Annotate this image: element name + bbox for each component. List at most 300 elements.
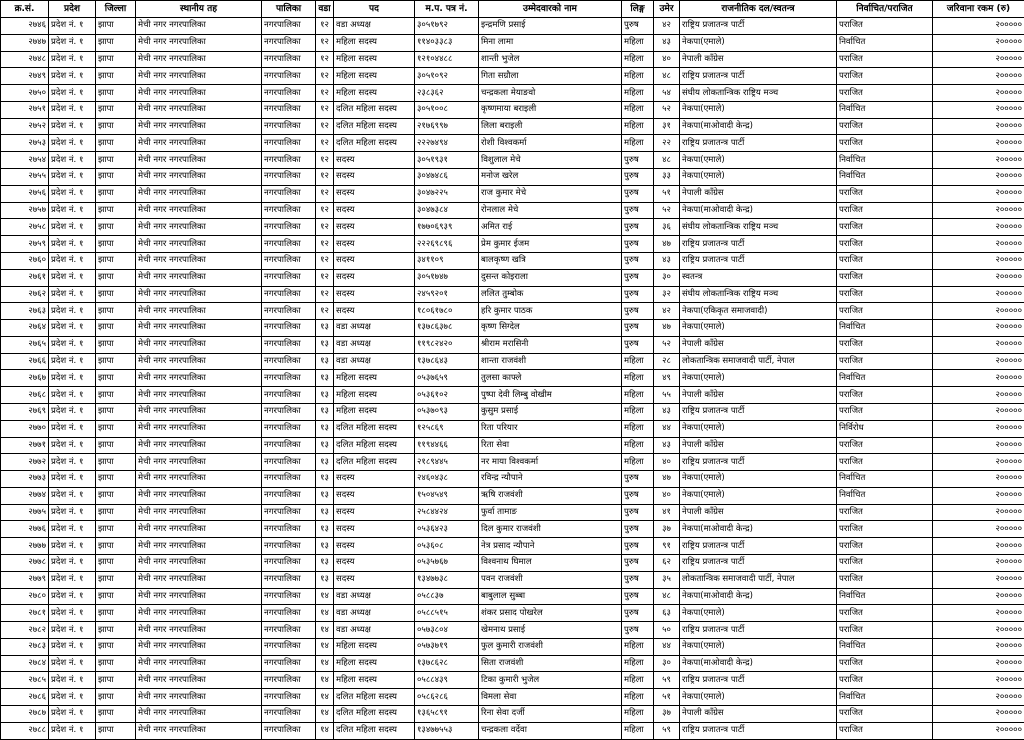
cell-age: ४३ [654,252,680,269]
cell-district: झापा [96,236,136,253]
cell-ward: १४ [316,605,334,622]
cell-gender: महिला [622,454,654,471]
cell-fine: २००००० [933,638,1024,655]
cell-ward: १४ [316,655,334,672]
cell-result: पराजित [837,353,933,370]
cell-candidate-name: कुसुम प्रसाई [479,403,622,420]
cell-province: प्रदेश नं. १ [49,118,96,135]
col-nomination-no: म.प. पत्र नं. [415,1,479,18]
cell-result: पराजित [837,538,933,555]
cell-candidate-name: रिता सेवा [479,437,622,454]
cell-ward: १२ [316,135,334,152]
cell-party: नेकपा(एमाले) [680,689,837,706]
col-gender: लिङ्ग [622,1,654,18]
cell-party: नेपाली काँग्रेस [680,387,837,404]
cell-fine: २००००० [933,252,1024,269]
cell-serial: २७७३ [1,471,49,488]
cell-province: प्रदेश नं. १ [49,403,96,420]
cell-district: झापा [96,370,136,387]
cell-district: झापा [96,471,136,488]
cell-party: राष्ट्रिय प्रजातन्त्र पार्टी [680,672,837,689]
cell-nomination-no: ०५३६४२३ [415,521,479,538]
cell-province: प्रदेश नं. १ [49,504,96,521]
cell-nomination-no: ३४११०९ [415,252,479,269]
cell-candidate-name: खेमनाथ प्रसाई [479,622,622,639]
cell-serial: २७८० [1,588,49,605]
cell-fine: २००००० [933,722,1024,739]
cell-serial: २७८५ [1,672,49,689]
cell-serial: २७७६ [1,521,49,538]
col-fine: जरिवाना रकम (रु) [933,1,1024,18]
cell-district: झापा [96,521,136,538]
cell-district: झापा [96,34,136,51]
cell-result: पराजित [837,655,933,672]
cell-serial: २७५४ [1,152,49,169]
col-local-level: स्थानीय तह [136,1,262,18]
cell-province: प्रदेश नं. १ [49,85,96,102]
cell-fine: २००००० [933,504,1024,521]
cell-result: पराजित [837,85,933,102]
cell-party: नेकपा(एमाले) [680,320,837,337]
cell-gender: पुरुष [622,169,654,186]
cell-post: वडा अध्यक्ष [334,605,415,622]
cell-gender: महिला [622,101,654,118]
cell-party: राष्ट्रिय प्रजातन्त्र पार्टी [680,722,837,739]
cell-result: पराजित [837,286,933,303]
cell-age: ४० [654,51,680,68]
cell-gender: महिला [622,118,654,135]
cell-province: प्रदेश नं. १ [49,538,96,555]
cell-fine: २००००० [933,135,1024,152]
cell-party: नेपाली काँग्रेस [680,51,837,68]
cell-gender: महिला [622,437,654,454]
cell-age: ५१ [654,185,680,202]
cell-party: संघीय लोकतान्त्रिक राष्ट्रिय मञ्च [680,85,837,102]
cell-post: महिला सदस्य [334,387,415,404]
table-row [1,303,1024,320]
cell-candidate-name: टिका कुमारी भुजेल [479,672,622,689]
cell-gender: पुरुष [622,571,654,588]
cell-nomination-no: २४६०४३८ [415,471,479,488]
cell-post: सदस्य [334,504,415,521]
cell-district: झापा [96,85,136,102]
cell-district: झापा [96,152,136,169]
cell-district: झापा [96,387,136,404]
cell-party: नेपाली काँग्रेस [680,336,837,353]
cell-ward: १३ [316,504,334,521]
cell-province: प्रदेश नं. १ [49,689,96,706]
cell-local-level: मेची नगर नगरपालिका [136,336,262,353]
cell-post: सदस्य [334,185,415,202]
cell-fine: २००००० [933,370,1024,387]
cell-party: नेकपा(एमाले) [680,605,837,622]
cell-serial: २७५७ [1,202,49,219]
cell-post: महिला सदस्य [334,655,415,672]
cell-post: दलित महिला सदस्य [334,101,415,118]
cell-municipality-type: नगरपालिका [262,471,316,488]
cell-party: नेकपा(एमाले) [680,152,837,169]
cell-age: ३७ [654,706,680,723]
cell-nomination-no: ०५७३७१९ [415,638,479,655]
cell-candidate-name: पवन राजवंशी [479,571,622,588]
cell-district: झापा [96,638,136,655]
table-row [1,236,1024,253]
cell-gender: महिला [622,706,654,723]
cell-party: लोकतान्त्रिक समाजवादी पार्टी, नेपाल [680,571,837,588]
cell-ward: १२ [316,252,334,269]
cell-ward: १३ [316,320,334,337]
cell-result: पराजित [837,202,933,219]
cell-post: वडा अध्यक्ष [334,588,415,605]
cell-district: झापा [96,504,136,521]
cell-local-level: मेची नगर नगरपालिका [136,571,262,588]
table-row [1,68,1024,85]
cell-fine: २००००० [933,689,1024,706]
table-row [1,420,1024,437]
cell-province: प्रदेश नं. १ [49,101,96,118]
cell-province: प्रदेश नं. १ [49,387,96,404]
cell-candidate-name: प्रेम कुमार ईजम [479,236,622,253]
table-row [1,135,1024,152]
cell-local-level: मेची नगर नगरपालिका [136,672,262,689]
table-row [1,269,1024,286]
table-row [1,387,1024,404]
cell-result: निर्वाचित [837,588,933,605]
cell-serial: २७७४ [1,487,49,504]
cell-district: झापा [96,252,136,269]
cell-post: सदस्य [334,286,415,303]
cell-gender: पुरुष [622,236,654,253]
cell-municipality-type: नगरपालिका [262,387,316,404]
cell-fine: २००००० [933,588,1024,605]
cell-local-level: मेची नगर नगरपालिका [136,269,262,286]
cell-local-level: मेची नगर नगरपालिका [136,555,262,572]
cell-district: झापा [96,219,136,236]
cell-candidate-name: फुल कुमारी राजवंशी [479,638,622,655]
cell-fine: २००००० [933,85,1024,102]
cell-province: प्रदेश नं. १ [49,18,96,35]
cell-local-level: मेची नगर नगरपालिका [136,185,262,202]
cell-post: महिला सदस्य [334,370,415,387]
cell-province: प्रदेश नं. १ [49,471,96,488]
cell-party: राष्ट्रिय प्रजातन्त्र पार्टी [680,622,837,639]
cell-fine: २००००० [933,101,1024,118]
cell-province: प्रदेश नं. १ [49,236,96,253]
cell-district: झापा [96,101,136,118]
cell-nomination-no: २२२६९८९६ [415,236,479,253]
cell-local-level: मेची नगर नगरपालिका [136,437,262,454]
col-age: उमेर [654,1,680,18]
cell-municipality-type: नगरपालिका [262,353,316,370]
cell-gender: महिला [622,403,654,420]
cell-province: प्रदेश नं. १ [49,706,96,723]
cell-result: पराजित [837,571,933,588]
cell-local-level: मेची नगर नगरपालिका [136,471,262,488]
cell-ward: १२ [316,18,334,35]
cell-province: प्रदेश नं. १ [49,252,96,269]
cell-party: नेकपा(एमाले) [680,34,837,51]
cell-gender: पुरुष [622,303,654,320]
cell-candidate-name: इन्द्रमणि प्रसाई [479,18,622,35]
cell-fine: २००००० [933,169,1024,186]
cell-party: राष्ट्रिय प्रजातन्त्र पार्टी [680,236,837,253]
cell-age: ५९ [654,672,680,689]
cell-result: पराजित [837,454,933,471]
cell-party: नेपाली काँग्रेस [680,437,837,454]
cell-party: नेकपा(एमाले) [680,370,837,387]
col-party: राजनीतिक दल/स्वतन्त्र [680,1,837,18]
cell-candidate-name: गिता सग्रौला [479,68,622,85]
cell-party: राष्ट्रिय प्रजातन्त्र पार्टी [680,555,837,572]
cell-serial: २७५६ [1,185,49,202]
cell-municipality-type: नगरपालिका [262,454,316,471]
cell-province: प्रदेश नं. १ [49,420,96,437]
cell-local-level: मेची नगर नगरपालिका [136,454,262,471]
cell-gender: महिला [622,370,654,387]
cell-ward: १२ [316,269,334,286]
cell-gender: पुरुष [622,336,654,353]
cell-gender: महिला [622,68,654,85]
cell-nomination-no: १३७८६४३ [415,353,479,370]
cell-district: झापा [96,353,136,370]
cell-ward: १३ [316,387,334,404]
cell-ward: १३ [316,471,334,488]
table-row [1,353,1024,370]
cell-post: वडा अध्यक्ष [334,320,415,337]
cell-municipality-type: नगरपालिका [262,689,316,706]
cell-nomination-no: ३०५१७९२ [415,18,479,35]
cell-district: झापा [96,672,136,689]
col-province: प्रदेश [49,1,96,18]
cell-district: झापा [96,571,136,588]
cell-fine: २००००० [933,672,1024,689]
cell-gender: महिला [622,722,654,739]
cell-party: नेकपा(माओवादी केन्द्र) [680,588,837,605]
cell-fine: २००००० [933,437,1024,454]
cell-nomination-no: २४५९२०१ [415,286,479,303]
cell-district: झापा [96,202,136,219]
cell-ward: १३ [316,555,334,572]
table-row [1,706,1024,723]
cell-post: महिला सदस्य [334,34,415,51]
cell-serial: २७४८ [1,51,49,68]
cell-party: नेकपा(एमाले) [680,420,837,437]
cell-post: दलित महिला सदस्य [334,135,415,152]
cell-age: ५९ [654,722,680,739]
cell-serial: २७७० [1,420,49,437]
cell-result: पराजित [837,521,933,538]
cell-candidate-name: नेत्र प्रसाद न्यौपाने [479,538,622,555]
cell-local-level: मेची नगर नगरपालिका [136,605,262,622]
cell-nomination-no: ११९४४६६ [415,437,479,454]
cell-province: प्रदेश नं. १ [49,135,96,152]
cell-municipality-type: नगरपालिका [262,152,316,169]
cell-gender: पुरुष [622,219,654,236]
cell-result: पराजित [837,403,933,420]
cell-post: दलित महिला सदस्य [334,437,415,454]
cell-nomination-no: १३६५८९१ [415,706,479,723]
cell-post: सदस्य [334,538,415,555]
cell-fine: २००००० [933,353,1024,370]
cell-party: नेकपा(एमाले) [680,471,837,488]
cell-nomination-no: ०५८८५१५ [415,605,479,622]
cell-serial: २७६३ [1,303,49,320]
cell-municipality-type: नगरपालिका [262,286,316,303]
cell-result: पराजित [837,706,933,723]
cell-district: झापा [96,336,136,353]
cell-local-level: मेची नगर नगरपालिका [136,286,262,303]
cell-result: पराजित [837,236,933,253]
cell-province: प्रदेश नं. १ [49,202,96,219]
cell-nomination-no: ०५७३८०४ [415,622,479,639]
cell-district: झापा [96,286,136,303]
cell-serial: २७७२ [1,454,49,471]
cell-municipality-type: नगरपालिका [262,706,316,723]
cell-result: निर्विरोध [837,420,933,437]
cell-district: झापा [96,655,136,672]
cell-gender: महिला [622,51,654,68]
cell-municipality-type: नगरपालिका [262,236,316,253]
cell-candidate-name: पुष्पा देवी लिम्बु वोखीम [479,387,622,404]
cell-age: ३६ [654,219,680,236]
cell-party: नेकपा(माओवादी केन्द्र) [680,521,837,538]
cell-gender: पुरुष [622,588,654,605]
cell-party: नेकपा(एमाले) [680,487,837,504]
cell-serial: २७६१ [1,269,49,286]
cell-ward: १३ [316,370,334,387]
cell-post: सदस्य [334,555,415,572]
cell-serial: २७५२ [1,118,49,135]
cell-municipality-type: नगरपालिका [262,420,316,437]
cell-nomination-no: ३०५१००८ [415,101,479,118]
cell-gender: पुरुष [622,252,654,269]
cell-age: ५५ [654,387,680,404]
cell-province: प्रदेश नं. १ [49,722,96,739]
cell-fine: २००००० [933,68,1024,85]
cell-local-level: मेची नगर नगरपालिका [136,320,262,337]
cell-candidate-name: श्रीराम मरासिनी [479,336,622,353]
cell-candidate-name: फुर्वा तामाङ [479,504,622,521]
cell-candidate-name: लिला बराइली [479,118,622,135]
cell-candidate-name: विशुलाल मेचे [479,152,622,169]
cell-age: ३३ [654,169,680,186]
cell-age: ३० [654,269,680,286]
cell-municipality-type: नगरपालिका [262,135,316,152]
cell-municipality-type: नगरपालिका [262,538,316,555]
cell-district: झापा [96,185,136,202]
cell-district: झापा [96,689,136,706]
cell-post: सदस्य [334,471,415,488]
cell-party: नेकपा(माओवादी केन्द्र) [680,655,837,672]
cell-nomination-no: १७७०६९३९ [415,219,479,236]
cell-province: प्रदेश नं. १ [49,370,96,387]
cell-post: महिला सदस्य [334,85,415,102]
cell-post: दलित महिला सदस्य [334,722,415,739]
cell-candidate-name: अमित राई [479,219,622,236]
cell-nomination-no: २१८९४४५ [415,454,479,471]
cell-ward: १३ [316,403,334,420]
cell-age: ३० [654,655,680,672]
cell-fine: २००००० [933,471,1024,488]
cell-nomination-no: १३४७७५५३ [415,722,479,739]
cell-district: झापा [96,135,136,152]
cell-age: ४७ [654,471,680,488]
cell-province: प्रदेश नं. १ [49,169,96,186]
cell-gender: महिला [622,135,654,152]
cell-district: झापा [96,555,136,572]
cell-municipality-type: नगरपालिका [262,252,316,269]
cell-candidate-name: दुसन्त कोइराला [479,269,622,286]
cell-serial: २७६५ [1,336,49,353]
cell-ward: १२ [316,68,334,85]
cell-district: झापा [96,51,136,68]
cell-party: राष्ट्रिय प्रजातन्त्र पार्टी [680,538,837,555]
cell-province: प्रदेश नं. १ [49,605,96,622]
cell-fine: २००००० [933,487,1024,504]
cell-local-level: मेची नगर नगरपालिका [136,202,262,219]
table-row [1,504,1024,521]
cell-province: प्रदेश नं. १ [49,152,96,169]
cell-serial: २७७७ [1,538,49,555]
cell-fine: २००००० [933,320,1024,337]
cell-nomination-no: २२२७४९४ [415,135,479,152]
cell-gender: पुरुष [622,18,654,35]
cell-province: प्रदेश नं. १ [49,303,96,320]
cell-serial: २७६४ [1,320,49,337]
cell-gender: पुरुष [622,471,654,488]
cell-fine: २००००० [933,34,1024,51]
cell-gender: महिला [622,655,654,672]
cell-candidate-name: दिल कुमार राजवंशी [479,521,622,538]
cell-post: महिला सदस्य [334,403,415,420]
cell-candidate-name: नर माया विश्वकर्मा [479,454,622,471]
cell-ward: १२ [316,152,334,169]
cell-post: सदस्य [334,252,415,269]
cell-result: पराजित [837,185,933,202]
cell-candidate-name: विमला सेवा [479,689,622,706]
cell-province: प्रदेश नं. १ [49,672,96,689]
cell-local-level: मेची नगर नगरपालिका [136,219,262,236]
cell-province: प्रदेश नं. १ [49,320,96,337]
cell-ward: १२ [316,236,334,253]
cell-gender: पुरुष [622,605,654,622]
cell-fine: २००००० [933,521,1024,538]
cell-nomination-no: ११४०३३८३ [415,34,479,51]
cell-local-level: मेची नगर नगरपालिका [136,34,262,51]
cell-post: सदस्य [334,571,415,588]
cell-party: राष्ट्रिय प्रजातन्त्र पार्टी [680,18,837,35]
cell-local-level: मेची नगर नगरपालिका [136,504,262,521]
cell-result: निर्वाचित [837,638,933,655]
cell-post: महिला सदस्य [334,68,415,85]
cell-province: प्रदेश नं. १ [49,269,96,286]
cell-gender: पुरुष [622,185,654,202]
cell-local-level: मेची नगर नगरपालिका [136,420,262,437]
table-row [1,185,1024,202]
cell-party: संघीय लोकतान्त्रिक राष्ट्रिय मञ्च [680,286,837,303]
cell-nomination-no: ३०५१०९२ [415,68,479,85]
cell-serial: २७६७ [1,370,49,387]
cell-post: दलित महिला सदस्य [334,689,415,706]
cell-nomination-no: ०५३७०९३ [415,403,479,420]
cell-result: निर्वाचित [837,152,933,169]
cell-serial: २७८२ [1,622,49,639]
cell-candidate-name: तुलसा काफ्ले [479,370,622,387]
cell-province: प्रदेश नं. १ [49,353,96,370]
cell-fine: २००००० [933,622,1024,639]
table-row [1,638,1024,655]
cell-candidate-name: ललित तुम्बोक [479,286,622,303]
